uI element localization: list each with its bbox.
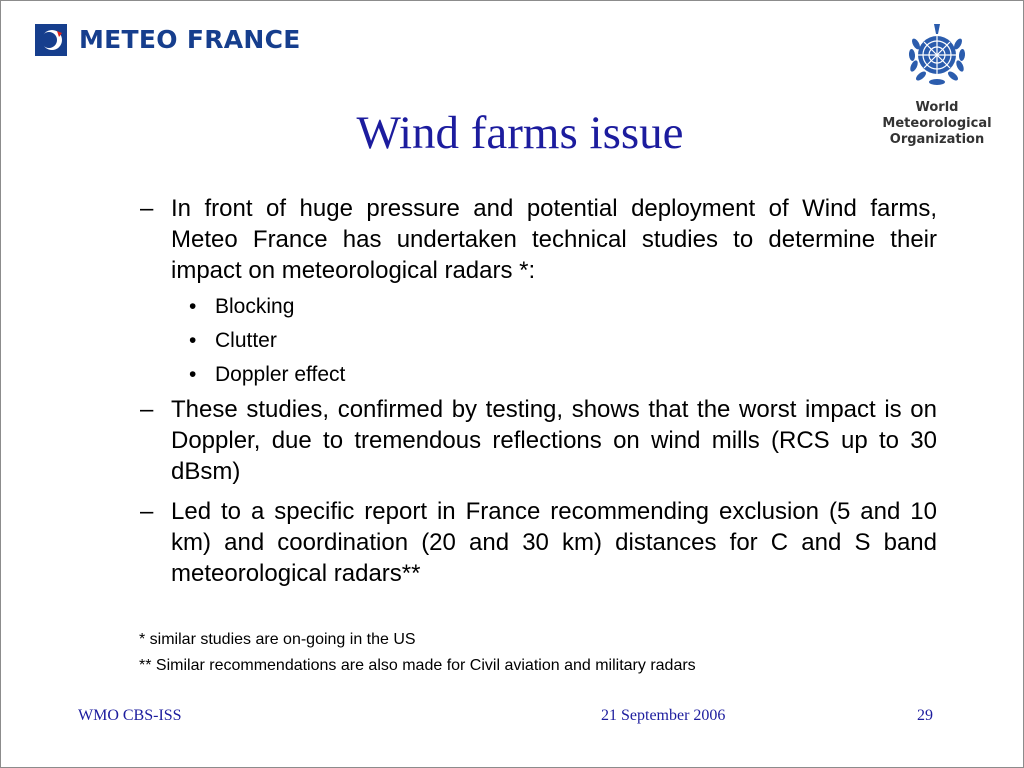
sub-list-item [134,362,937,388]
footnote-2: ** Similar recommendations are also made for Civil aviation and military radars [139,657,696,674]
wmo-emblem-icon [904,24,970,92]
bullet-text-1: Blocking [215,295,295,318]
list-item [134,394,937,487]
slide-title: Wind farms issue [356,107,684,159]
footnote-1: * similar studies are on-going in the US [139,631,416,648]
dash-marker: – [140,498,154,525]
meteo-france-wordmark: METEO FRANCE [79,25,301,54]
item-text-3: Led to a specific report in France recommending exclusion (5 and 10 km) and coordination (20 and 30 km) distances for C and S band meteorological radars** [171,498,937,587]
wmo-line-3: Organization [889,132,985,147]
item-text-1: In front of huge pressure and potential deployment of Wind farms, Meteo France has undertaken technical studies to determine their impact on meteorological radars *: [171,195,937,284]
dash-marker: – [140,195,154,222]
bullet-marker: • [189,363,197,386]
meteo-france-logo [35,23,301,56]
bullet-marker: • [189,295,197,318]
sub-list-item [134,328,937,354]
slide-body [134,193,937,683]
footnotes [134,631,937,675]
list-item [134,193,937,286]
page-number: 29 [917,707,933,724]
wmo-line-1: World [915,100,959,115]
meteo-france-emblem-icon [35,24,67,56]
sub-list-item [134,294,937,320]
bullet-text-2: Clutter [215,329,277,352]
wmo-line-2: Meteorological [882,116,992,131]
bullet-marker: • [189,329,197,352]
footer-event: WMO CBS-ISS [78,707,182,724]
bullet-text-3: Doppler effect [215,363,346,386]
footer-date: 21 September 2006 [601,707,726,724]
item-text-2: These studies, confirmed by testing, shows that the worst impact is on Doppler, due to tremendous reflections on wind mills (RCS up to 30 dBsm) [171,396,937,485]
list-item [134,496,937,589]
dash-marker: – [140,396,154,423]
